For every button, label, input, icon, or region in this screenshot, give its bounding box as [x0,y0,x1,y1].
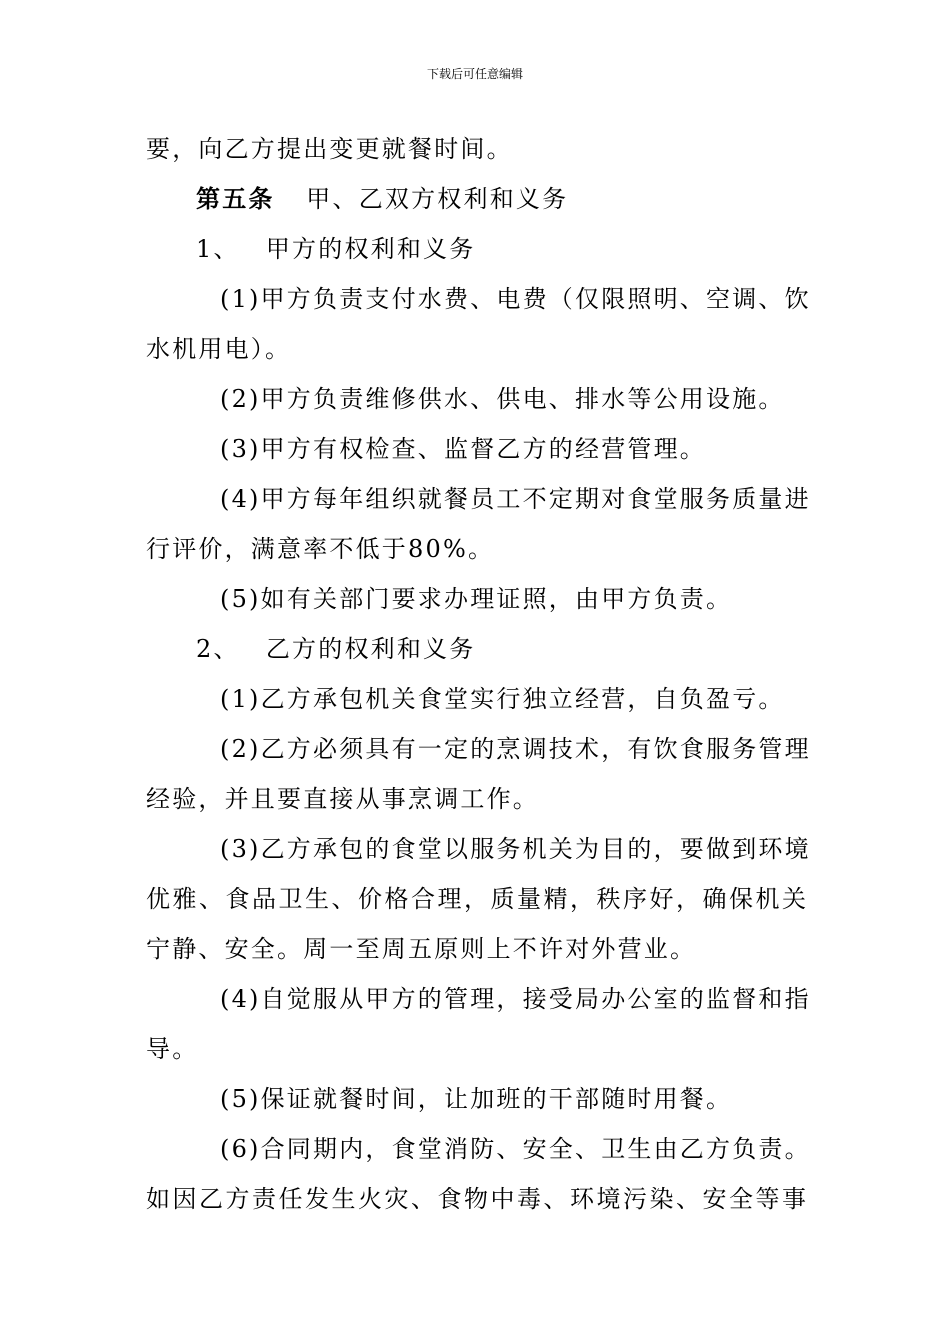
item-number: (3) [220,835,261,863]
item-number: (2) [220,735,261,763]
list-item [220,1082,732,1116]
item-number: (6) [220,1135,261,1163]
paragraph-line: 优雅、食品卫生、价格合理，质量精，秩序好，确保机关 [146,885,806,913]
page-header-note: 下载后可任意编辑 [426,67,523,81]
section-number: 1、 [196,235,240,263]
paragraph-line: 行评价，满意率不低于80%。 [146,535,495,563]
item-number: (5) [220,585,261,613]
section-heading [196,632,475,666]
item-number: (2) [220,385,261,413]
paragraph-line: 水机用电）。 [146,335,292,363]
list-item [220,982,811,1016]
article-title: 甲、乙双方权利和义务 [306,185,569,213]
item-text: 甲方有权检查、监督乙方的经营管理。 [260,435,707,463]
item-text: 如有关部门要求办理证照，由甲方负责。 [260,585,733,613]
item-text: 保证就餐时间，让加班的干部随时用餐。 [260,1085,733,1113]
item-text: 乙方承包机关食堂实行独立经营，自负盈亏。 [260,685,785,713]
list-item [220,682,785,716]
item-text: 甲方负责支付水费、电费（仅限照明、空调、饮 [260,285,811,313]
item-text: 乙方承包的食堂以服务机关为目的，要做到环境 [260,835,811,863]
section-title: 甲方的权利和义务 [265,235,476,263]
paragraph-line: 如因乙方责任发生火灾、食物中毒、环境污染、安全等事 [146,1185,806,1213]
list-item [220,732,811,766]
article-heading [196,182,568,216]
list-item [220,482,811,516]
list-item [220,582,732,616]
list-item [220,832,811,866]
list-item [220,1132,811,1166]
item-number: (4) [220,485,261,513]
list-item [220,382,785,416]
list-item [220,432,706,466]
section-number: 2、 [196,635,240,663]
article-number: 第五条 [196,184,275,213]
item-text: 乙方必须具有一定的烹调技术，有饮食服务管理 [260,735,811,763]
paragraph-line: 导。 [146,1035,199,1063]
paragraph-line: 宁静、安全。周一至周五原则上不许对外营业。 [146,935,697,963]
item-number: (5) [220,1085,261,1113]
item-text: 甲方负责维修供水、供电、排水等公用设施。 [260,385,785,413]
item-text: 合同期内，食堂消防、安全、卫生由乙方负责。 [260,1135,811,1163]
paragraph-line: 经验，并且要直接从事烹调工作。 [146,785,539,813]
section-heading [196,232,475,266]
item-text: 自觉服从甲方的管理，接受局办公室的监督和指 [260,985,811,1013]
item-number: (1) [220,685,261,713]
list-item [220,282,811,316]
section-title: 乙方的权利和义务 [265,635,476,663]
item-number: (3) [220,435,261,463]
item-text: 甲方每年组织就餐员工不定期对食堂服务质量进 [260,485,811,513]
item-number: (1) [220,285,261,313]
item-number: (4) [220,985,261,1013]
paragraph-line: 要，向乙方提出变更就餐时间。 [146,135,513,163]
